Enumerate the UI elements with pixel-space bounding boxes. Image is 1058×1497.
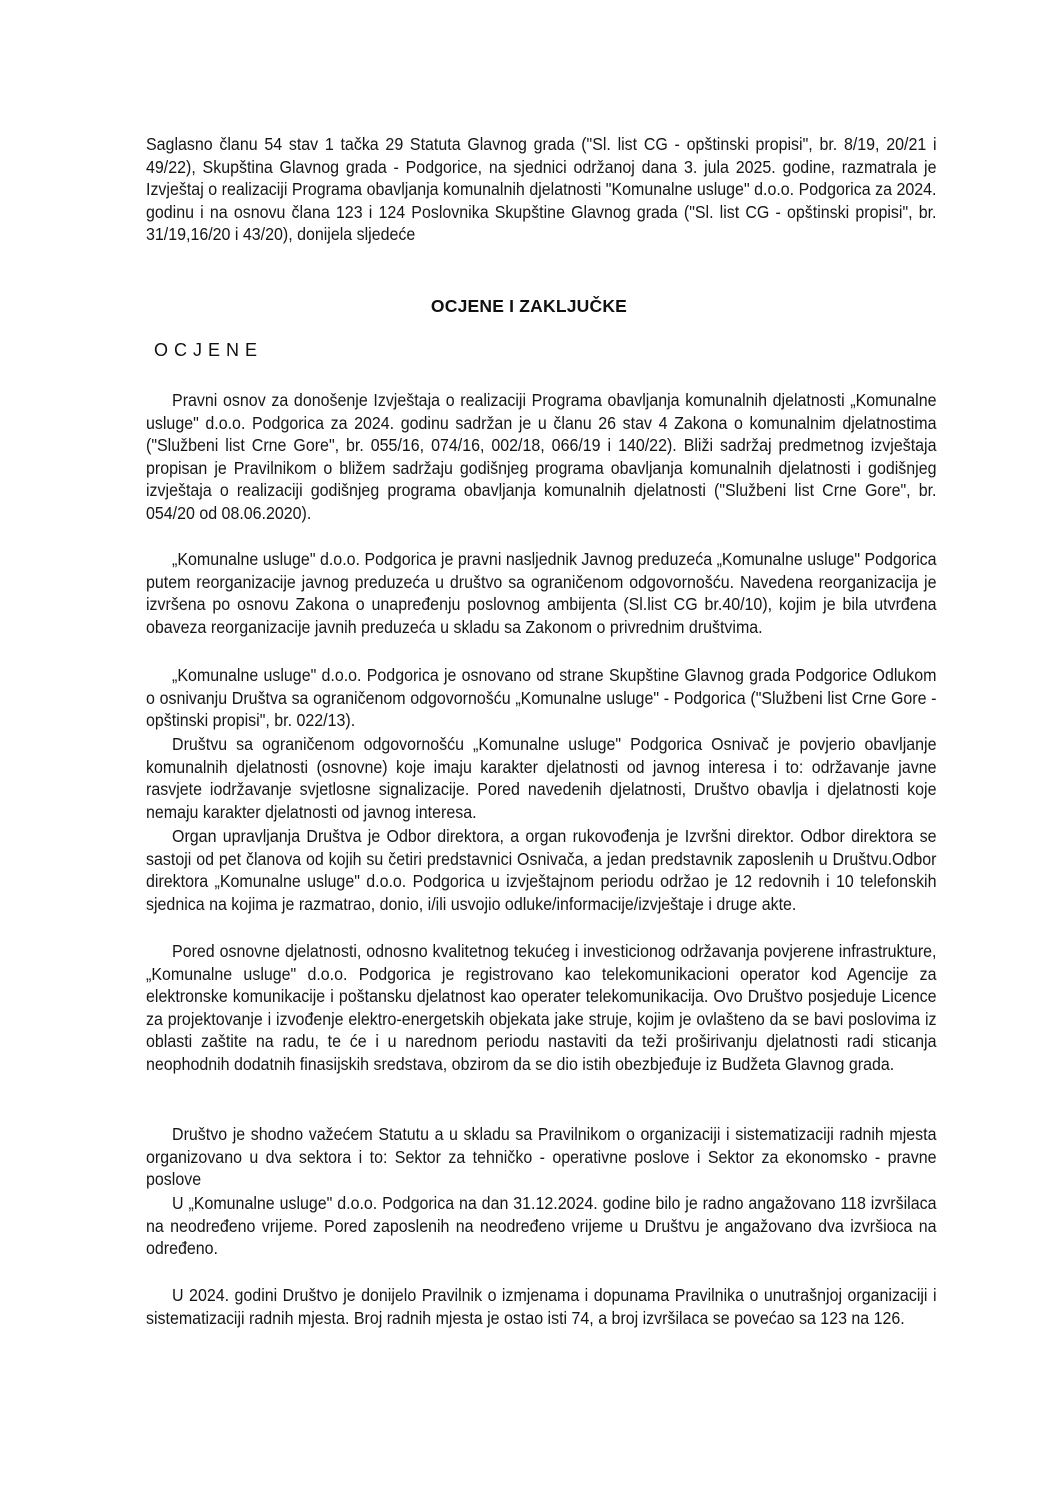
section-heading: OCJENE (154, 340, 264, 360)
paragraph-legal-basis: Pravni osnov za donošenje Izvještaja o realizaciji Programa obavljanja komunalnih djelatnosti „Komunalne usluge" d.o.o. Podgorica za 2024. godinu sadržan je u članu 26 stav 4 Zakona o komunalnim djelatnostima ("Službeni list Crne Gore", br. 055/16, 074/16, 002/18, 066/19 i 140/22). Bliži sadržaj predmetnog izvještaja propisan je Pravilnikom o bližem sadržaju godišnjeg programa obavljanja komunalnih djelatnosti i godišnjeg izvještaja o realizaciji godišnjeg programa obavljanja komunalnih djelatnosti ("Službeni list Crne Gore", br. 054/20 od 08.06.2020). (146, 390, 937, 523)
paragraph-management: Organ upravljanja Društva je Odbor direktora, a organ rukovođenja je Izvršni direktor. Odbor direktora se sastoji od pet članova od kojih su četiri predstavnici Osnivača, a jedan predstavnik zaposlenih u Društvu.Odbor direktora „Komunalne usluge" d.o.o. Podgorica u izvještajnom periodu održao je 12 redovnih i 10 telefonskih sjednica na kojima je razmatrao, donio, i/ili usvojio odluke/informacije/izvještaje i druge akte. (146, 826, 937, 914)
paragraph-founding: „Komunalne usluge" d.o.o. Podgorica je osnovano od strane Skupštine Glavnog grada Podgorice Odlukom o osnivanju Društva sa ograničenom odgovornošću „Komunalne usluge" - Podgorica ("Službeni list Crne Gore - opštinski propisi", br. 022/13). (146, 665, 937, 731)
paragraph-activities: Društvu sa ograničenom odgovornošću „Komunalne usluge" Podgorica Osnivač je povjerio obavljanje komunalnih djelatnosti (osnovne) koje imaju karakter djelatnosti od javnog interesa i to: održavanje javne rasvjete iodržavanje svjetlosne signalizacije. Pored navedenih djelatnosti, Društvo obavlja i djelatnosti koje nemaju karakter djelatnosti od javnog interesa. (146, 734, 937, 822)
paragraph-rulebook: U 2024. godini Društvo je donijelo Pravilnik o izmjenama i dopunama Pravilnika o unutrašnjoj organizaciji i sistematizaciji radnih mjesta. Broj radnih mjesta je ostao isti 74, a broj izvršilaca se povećao sa 123 na 126. (146, 1285, 937, 1328)
paragraph-employees: U „Komunalne usluge" d.o.o. Podgorica na dan 31.12.2024. godine bilo je radno angažovano 118 izvršilaca na neodređeno vrijeme. Pored zaposlenih na neodređeno vrijeme u Društvu je angažovano dva izvršioca na određeno. (146, 1193, 937, 1259)
paragraph-legal-successor: „Komunalne usluge" d.o.o. Podgorica je pravni nasljednik Javnog preduzeća „Komunalne usluge" Podgorica putem reorganizacije javnog preduzeća u društvo sa ograničenom odgovornošću. Navedena reorganizacija je izvršena po osnovu Zakona o unapređenju poslovnog ambijenta (Sl.list CG br.40/10), kojim je bila utvrđena obaveza reorganizacije javnih preduzeća u skladu sa Zakonom o privrednim društvima. (146, 549, 937, 637)
paragraph-telecom: Pored osnovne djelatnosti, odnosno kvalitetnog tekućeg i investicionog održavanja povjerene infrastrukture, „Komunalne usluge" d.o.o. Podgorica je registrovano kao telekomunikacioni operator kod Agencije za elektronske komunikacije i poštansku djelatnost kao operater telekomunikacija. Ovo Društvo posjeduje Licence za projektovanje i izvođenje elektro-energetskih objekata jake struje, kojim je ovlašteno da se bavi poslovima iz oblasti zaštite na radu, te će i u narednom periodu nastaviti da teži proširivanju djelatnosti radi sticanja neophodnih dodatnih finasijskih sredstava, obzirom da se dio istih obezbjeđuje iz Budžeta Glavnog grada. (146, 941, 937, 1074)
paragraph-organization: Društvo je shodno važećem Statutu a u skladu sa Pravilnikom o organizaciji i sistematizaciji radnih mjesta organizovano u dva sektora i to: Sektor za tehničko - operativne poslove i Sektor za ekonomsko - pravne poslove (146, 1124, 937, 1190)
intro-paragraph: Saglasno članu 54 stav 1 tačka 29 Statuta Glavnog grada ("Sl. list CG - opštinski propisi", br. 8/19, 20/21 i 49/22), Skupština Glavnog grada - Podgorice, na sjednici održanoj dana 3. jula 2025. godine, razmatrala je Izvještaj o realizaciji Programa obavljanja komunalnih djelatnosti "Komunalne usluge" d.o.o. Podgorica za 2024. godinu i na osnovu člana 123 i 124 Poslovnika Skupštine Glavnog grada ("Sl. list CG - opštinski propisi", br. 31/19,16/20 i 43/20), donijela sljedeće (146, 134, 937, 245)
document-title: OCJENE I ZAKLJUČKE (430, 296, 628, 316)
